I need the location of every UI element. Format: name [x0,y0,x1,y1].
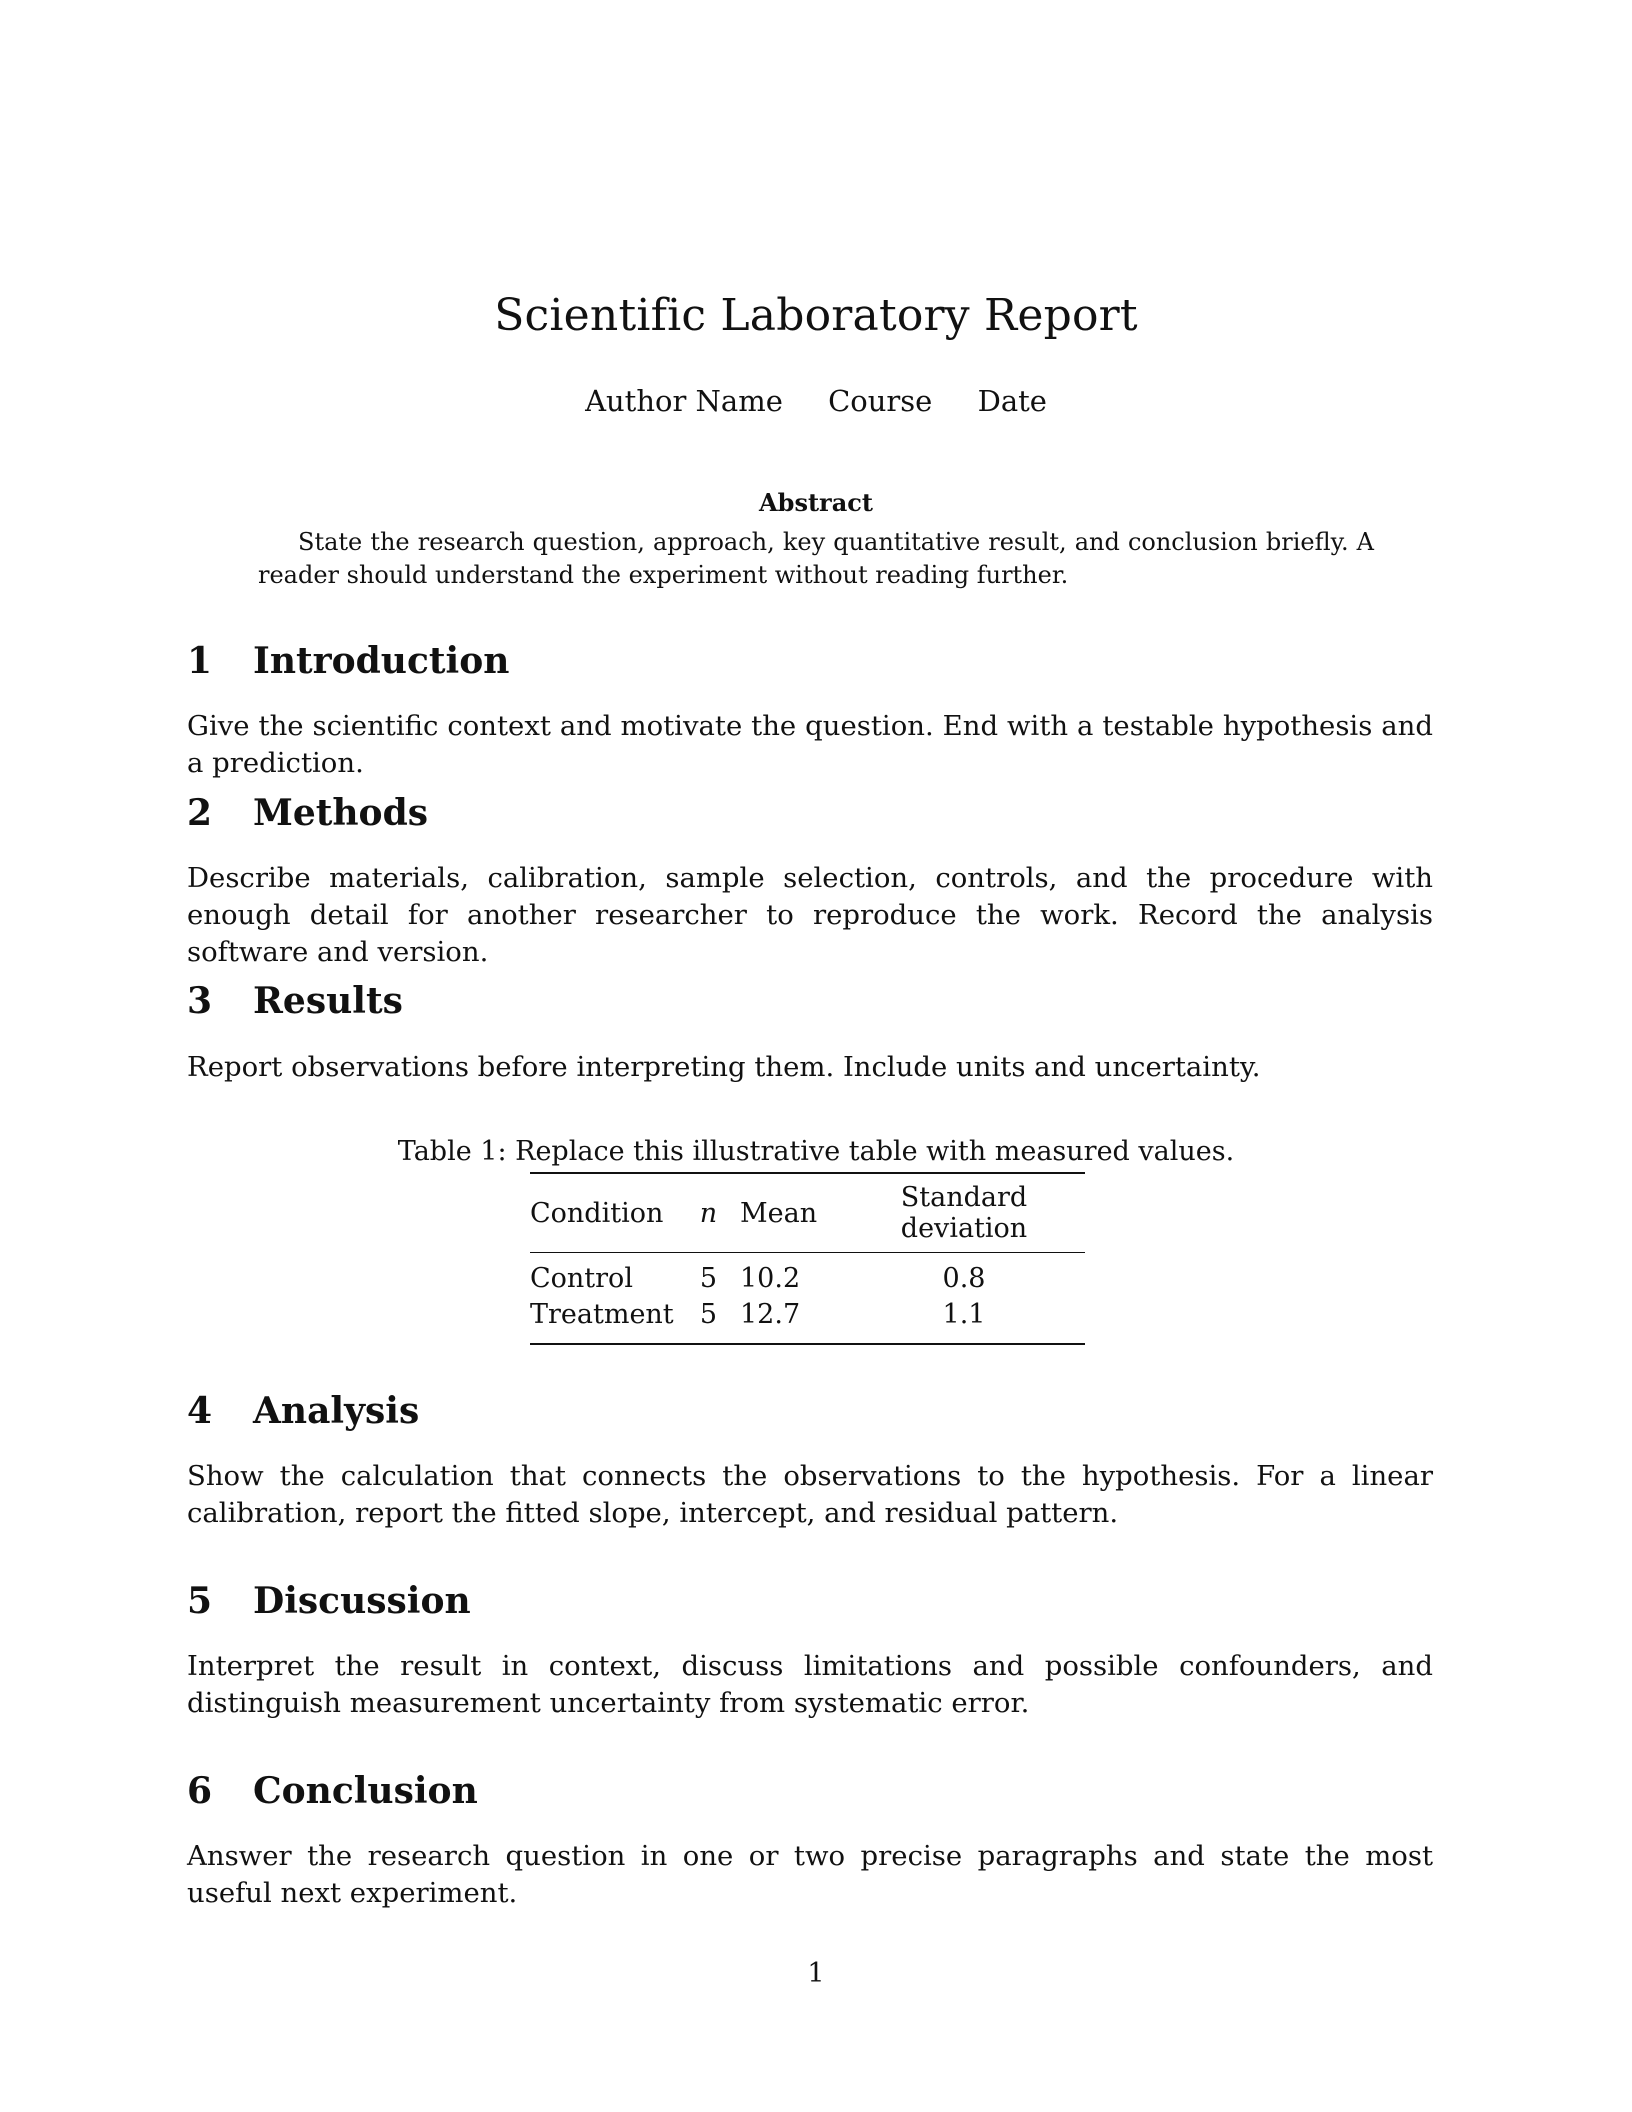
section-number: 1 [187,640,213,682]
section-text-analysis: Show the calculation that connects the observations to the hypothesis. For a linear calibration, report the fitted slope, intercept, and residual pattern. [187,1460,1433,1529]
section-text-discussion: Interpret the result in context, discuss limitations and possible confounders, and distinguish measurement uncertainty from systematic error. [187,1650,1433,1719]
section-number: 5 [187,1580,213,1622]
column-header-mean: Mean [732,1173,843,1253]
results-table [530,1172,1085,1345]
section-number: 6 [187,1770,213,1812]
section-heading-analysis [187,1390,419,1432]
section-heading-discussion [187,1580,471,1622]
table-header-row [530,1173,1085,1253]
section-heading-conclusion [187,1770,478,1812]
byline [0,384,1632,418]
report-date: Date [977,384,1047,418]
section-number: 3 [187,980,213,1022]
section-text-results: Report observations before interpreting them. Include units and uncertainty. [187,1051,1261,1083]
table-cell: 0.8 [942,1263,986,1294]
section-text-introduction: Give the scientific context and motivate the question. End with a testable hypothesis and a prediction. [187,710,1433,779]
table-caption: Table 1: Replace this illustrative table with measured values. [397,1136,1235,1167]
table-row [530,1297,1085,1344]
section-number: 2 [187,792,213,834]
table-cell: 10.2 [740,1263,801,1294]
section-title: Results [253,980,403,1022]
section-heading-results [187,980,403,1022]
table-cell: 5 [699,1299,718,1330]
section-heading-introduction [187,640,509,682]
section-number: 4 [187,1390,213,1432]
abstract-text: State the research question, approach, key quantitative result, and conclusion briefly. A reader should understand the experiment without reading further. [258,528,1374,589]
table-cell: Control [530,1263,633,1294]
table-cell: Treatment [530,1299,674,1330]
table-row [530,1253,1085,1298]
table-cell: 1.1 [942,1299,986,1330]
table-cell: 12.7 [740,1299,801,1330]
column-header-n: n [685,1173,732,1253]
author-name: Author Name [585,384,783,418]
table-cell: 5 [699,1263,718,1294]
page-number: 1 [807,1958,825,1989]
section-title: Discussion [253,1580,471,1622]
column-header-standard-deviation: Standard deviation [843,1173,1085,1253]
section-text-methods: Describe materials, calibration, sample selection, controls, and the procedure with enough detail for another researcher to reproduce the work. Record the analysis software and version. [187,862,1433,968]
course-name: Course [828,384,933,418]
section-heading-methods [187,792,428,834]
document-title: Scientific Laboratory Report [494,290,1138,341]
section-text-conclusion: Answer the research question in one or two precise paragraphs and state the most useful next experiment. [187,1840,1433,1909]
abstract-heading: Abstract [759,488,873,517]
section-title: Introduction [253,640,510,682]
section-title: Analysis [253,1390,420,1432]
section-title: Conclusion [253,1770,478,1812]
column-header-condition: Condition [530,1173,685,1253]
section-title: Methods [253,792,429,834]
